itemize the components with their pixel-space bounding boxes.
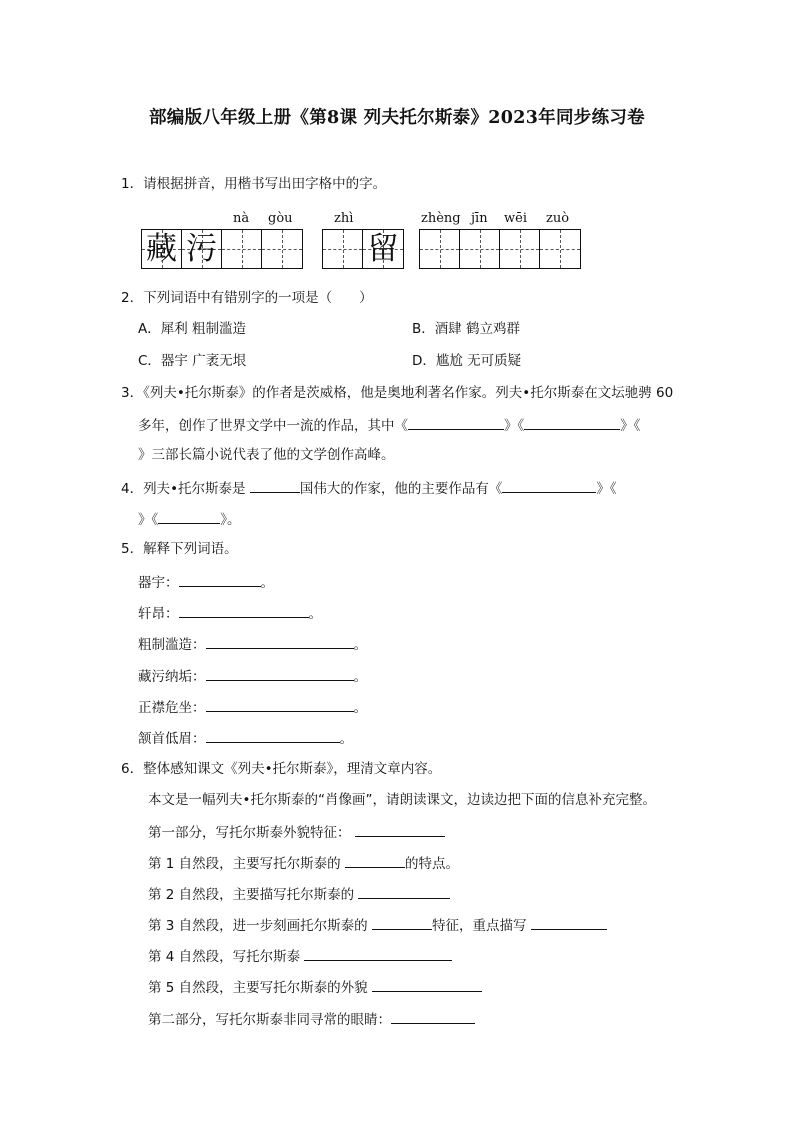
answer-blank[interactable]	[304, 946, 452, 961]
pinyin-zheng: zhèng	[421, 211, 461, 226]
q6-text: 第一部分，写托尔斯泰外貌特征：	[148, 825, 351, 841]
q4-line-1	[121, 478, 617, 498]
answer-blank[interactable]	[358, 884, 450, 899]
q2-option-b[interactable]: B．酒肆 鹤立鸡群	[412, 321, 521, 337]
answer-blank[interactable]	[372, 915, 432, 930]
q6-text: 第 4 自然段，写托尔斯泰	[148, 949, 301, 965]
q6-paragraph-3	[148, 915, 607, 935]
q2-option-d[interactable]: D．尴尬 无可质疑	[412, 353, 522, 369]
q6-text: 第 3 自然段，进一步刻画托尔斯泰的	[148, 918, 368, 934]
q3-line-2	[138, 415, 641, 435]
q4-text: 》《	[596, 481, 617, 497]
answer-blank[interactable]	[206, 634, 354, 649]
tianzige-cell	[363, 230, 403, 268]
pinyin-zhi: zhì	[334, 211, 354, 226]
q5-term-row	[138, 666, 367, 686]
tianzige-group-2	[322, 229, 404, 269]
answer-blank[interactable]	[206, 728, 340, 743]
q4-text: 国伟大的作家，他的主要作品有《	[299, 481, 503, 497]
tianzige-group-3	[419, 229, 581, 269]
q5-end: 。	[353, 637, 367, 653]
tianzige-group-1	[141, 229, 303, 269]
answer-blank[interactable]	[524, 415, 620, 430]
q6-intro: 本文是一幅列夫•托尔斯泰的“肖像画”，请朗读课文，边读边把下面的信息补充完整。	[148, 792, 656, 808]
q3-text: 》《	[504, 418, 525, 434]
pinyin-wei: wēi	[504, 211, 527, 226]
grid-char: 藏	[146, 230, 177, 267]
answer-blank[interactable]	[158, 509, 220, 524]
q5-term: 颔首低眉：	[138, 731, 206, 747]
q3-text: 多年，创作了世界文学中一流的作品，其中《	[138, 418, 408, 434]
q6-part-2	[148, 1009, 475, 1029]
q4-text: 4．列夫•托尔斯泰是	[121, 481, 246, 497]
q3-text: 》《	[620, 418, 641, 434]
q4-text: 》《	[138, 512, 159, 528]
q5-term: 正襟危坐：	[138, 700, 206, 716]
tianzige-cell[interactable]	[222, 230, 262, 268]
q6-text: 第 1 自然段，主要写托尔斯泰的	[148, 856, 341, 872]
q5-term: 器宇：	[138, 575, 179, 591]
q4-line-2	[138, 509, 241, 529]
answer-blank[interactable]	[502, 478, 596, 493]
q5-end: 。	[353, 700, 367, 716]
tianzige-cell[interactable]	[540, 230, 580, 268]
answer-blank[interactable]	[391, 1009, 475, 1024]
q5-term: 粗制滥造：	[138, 637, 206, 653]
q5-term: 藏污纳垢：	[138, 669, 206, 685]
answer-blank[interactable]	[345, 853, 405, 868]
q6-paragraph-4	[148, 946, 452, 966]
q5-term-row	[138, 603, 322, 623]
q5-term-row	[138, 572, 274, 592]
q4-text: 》。	[220, 512, 241, 528]
grid-char: 污	[186, 230, 217, 267]
tianzige-cell[interactable]	[500, 230, 540, 268]
q5-end: 。	[339, 731, 353, 747]
q5-term-row	[138, 728, 353, 748]
pinyin-gou: gòu	[268, 211, 293, 226]
answer-blank[interactable]	[179, 603, 309, 618]
tianzige-cell[interactable]	[420, 230, 460, 268]
q6-text: 第二部分，写托尔斯泰非同寻常的眼睛：	[148, 1012, 391, 1028]
grid-char: 留	[367, 230, 399, 267]
q3-line-1: 3．《列夫•托尔斯泰》的作者是茨威格，他是奥地利著名作家。列夫•托尔斯泰在文坛驰骋 60	[121, 385, 674, 401]
answer-blank[interactable]	[531, 915, 607, 930]
tianzige-cell[interactable]	[460, 230, 500, 268]
answer-blank[interactable]	[206, 666, 354, 681]
answer-blank[interactable]	[372, 977, 482, 992]
answer-blank[interactable]	[179, 572, 261, 587]
q6-paragraph-5	[148, 977, 482, 997]
tianzige-cell	[142, 230, 182, 268]
page-title: 部编版八年级上册《第8课 列夫托尔斯泰》2023年同步练习卷	[149, 108, 645, 128]
q6-text: 第 2 自然段，主要描写托尔斯泰的	[148, 887, 355, 903]
answer-blank[interactable]	[206, 697, 354, 712]
pinyin-jin: jīn	[471, 211, 488, 226]
q2-prompt: 2．下列词语中有错别字的一项是（ ）	[121, 290, 373, 306]
q2-option-a[interactable]: A．犀利 粗制滥造	[138, 321, 247, 337]
answer-blank[interactable]	[355, 822, 445, 837]
q3-line-3: 》三部长篇小说代表了他的文学创作高峰。	[138, 447, 395, 463]
q5-end: 。	[308, 606, 322, 622]
tianzige-cell[interactable]	[323, 230, 363, 268]
q5-term: 轩昂：	[138, 606, 179, 622]
pinyin-zuo: zuò	[546, 211, 570, 226]
q5-term-row	[138, 634, 367, 654]
tianzige-cell	[182, 230, 222, 268]
pinyin-na: nà	[233, 211, 250, 226]
q5-end: 。	[353, 669, 367, 685]
q6-text: 的特点。	[404, 856, 459, 872]
q6-prompt: 6．整体感知课文《列夫•托尔斯泰》，理清文章内容。	[121, 761, 442, 777]
q2-option-c[interactable]: C．器宇 广袤无垠	[138, 353, 247, 369]
answer-blank[interactable]	[250, 478, 300, 493]
q5-end: 。	[260, 575, 274, 591]
answer-blank[interactable]	[408, 415, 504, 430]
q6-paragraph-2	[148, 884, 450, 904]
q5-term-row	[138, 697, 367, 717]
tianzige-cell[interactable]	[262, 230, 302, 268]
q6-paragraph-1	[148, 853, 459, 873]
q1-prompt: 1．请根据拼音，用楷书写出田字格中的字。	[121, 176, 387, 192]
q6-part-1	[148, 822, 445, 842]
q6-text: 第 5 自然段，主要写托尔斯泰的外貌	[148, 980, 368, 996]
q5-prompt: 5．解释下列词语。	[121, 541, 238, 557]
q6-text: 特征，重点描写	[431, 918, 527, 934]
